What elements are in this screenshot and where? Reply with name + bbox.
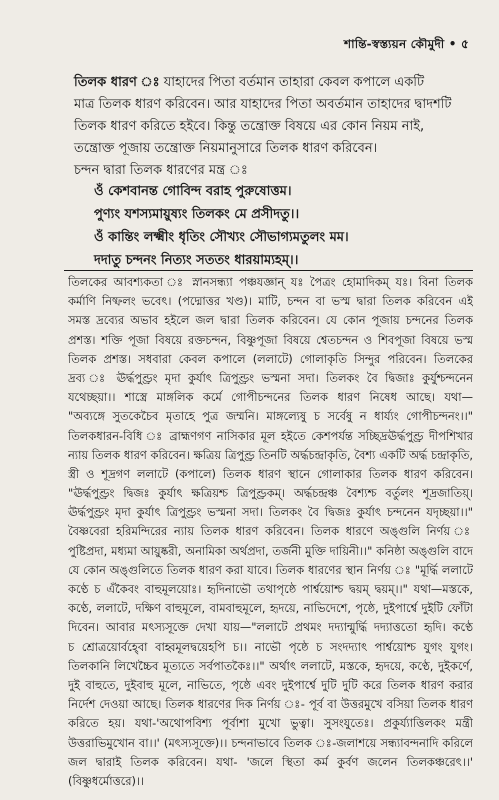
body-line: ঊর্দ্ধপুণ্ড্রং মৃদা কুর্যাৎ ত্রিপুণ্ড্রং ভস্মনা সদা। তিলকং বৈ দ্বিজঃ কুর্যাৎ চন্দনেন যদৃচ্ছয়া।।" <box>68 505 473 520</box>
body-line: কণ্ঠে চ এঁকৈবং বাহুমূলয়োঃ। হৃদিনাভৌ তথাপৃষ্ঠে পার্শ্বয়োশ্চ দ্বয়ম্‌ দ্বয়ম্‌।।" যথা—মস্তকে, <box>68 582 473 596</box>
body-line: পুষ্টিপ্রদা, মধ্যমা আয়ুষ্করী, অনামিকা অর্থপ্রদা, তর্জনী মুক্তি দায়িনী।।" কনিষ্ঠা অঙ্গুলি বাদে <box>68 543 473 558</box>
mantra-block <box>94 180 479 272</box>
body-line: কণ্ঠে, ললাটে, দক্ষিণ বাহুমূলে, বামবাহুমূলে, হৃদয়ে, নাভিদেশে, পৃষ্ঠে, দুইপার্শ্বে দুইটি ফোঁটা <box>68 601 473 616</box>
body-line: তিলক প্রশস্ত। সধবারা কেবল কপালে (ললাটে) গোলাকৃতি সিন্দুর পরিবেন। তিলকের <box>68 351 473 366</box>
body-line: স্ত্রী ও শূদ্রগণ ললাটে (কপালে) তিলক ধারণ স্থানে গোলাকার তিলক ধারণ করিবেন। <box>68 466 473 481</box>
body-line: "অব্যঙ্গে সুতকেচৈব মৃতাহে পুত্র জম্মনি। মাঙ্গল্যেষু চ সর্বেষু ন ধার্য্যং গোপীচন্দনং।।" <box>68 409 473 424</box>
body-line: দুই বাহুতে, দুইবাহু মূলে, নাভিতে, পৃষ্ঠে এবং দুইপার্শ্বে দুটি দুটি করে তিলক ধারণ করার <box>68 677 473 692</box>
body-line: নির্দেশ দেওয়া আছে। তিলক ধারণের দিক নির্ণয় ঃ- পূর্ব বা উত্তরমুখে বসিয়া তিলক ধারণ <box>68 697 473 712</box>
body-line: বৈষ্ণবেরা হরিমন্দিরের ন্যায় তিলক ধারণ করিবেন। তিলক ধারণে অঙ্গুলি নির্ণয় ঃ <box>68 524 473 539</box>
body-text <box>68 273 473 791</box>
body-line: উত্তরাভিমুখোন বা।।' (মৎস্যসূক্তে)।। চন্দনাভাবে তিলক ঃ-জলাশয়ে সন্ধ্যাবন্দনাদি করিলে <box>68 735 473 750</box>
body-line: দ্রব্য ঃ ঊর্দ্ধপুণ্ড্রং মৃদা কুর্যাৎ ত্রিপুণ্ড্রং ভস্মনা সদা। তিলকং বৈ দ্বিজাঃ কুর্যুশ্চন্দনেন <box>68 370 473 385</box>
intro-line: চন্দন দ্বারা তিলক ধারণের মন্ত্র ঃ <box>74 163 248 178</box>
intro-line: মাত্র তিলক ধারণ করিবেন। আর যাহাদের পিতা অবর্তমান তাহাদের দ্বাদশটি <box>74 97 452 112</box>
body-line: করিতে হয়। যথা-'অথোপবিশ্য পূর্বাশা মুখো ভুত্বা। সুসংযুতেঃ। প্রকুর্য্যাত্তিলকং মন্ত্রী <box>68 716 473 731</box>
intro-line-text: যাহাদের পিতা বর্তমান তাহারা কেবল কপালে একটি <box>163 75 425 90</box>
intro-paragraph <box>74 72 473 182</box>
body-line: তিলকধারন-বিধি ঃ ব্রাহ্মণগণ নাসিকার মূল হইতে কেশপর্যন্ত সচ্ছিদ্রঊর্দ্ধপুণ্ড্র দীপশিখার <box>68 428 473 443</box>
body-line: যে কোন অঙ্গুলিতে তিলক ধারণ করা যাবে। তিলক ধারণের স্থান নির্ণয় ঃ "মূর্দ্ধি ললাটে <box>68 562 473 577</box>
body-line: ন্যায় তিলক ধারণ করিবেন। ক্ষত্রিয় ত্রিপুণ্ড্র তিনটি অর্দ্ধচন্দ্রাকৃতি, বৈশ্য একটি অর্দ্ধ চন্দ্রাকৃতি, <box>68 447 473 462</box>
body-line: জল দ্বারাই তিলক করিবেন। যথা- 'জলে স্থিতা কর্ম কুর্বণ জলেন তিলকঞ্চরেৎ।।' <box>68 754 473 769</box>
body-line: সমস্ত দ্রব্যের অভাব হইলে জল দ্বারা তিলক করিবেন। যে কোন পূজায় চন্দনের তিলক <box>68 313 473 328</box>
mantra-line: পুণ্যং যশস্যমায়ুষ্যং তিলকং মে প্রসীদতু।। <box>94 207 300 222</box>
body-line: তিলকানি লিখেচ্চৈব মূত্যতে সর্বপাতকৈঃ।।" অর্থাৎ ললাটে, মস্তকে, হৃদয়ে, কণ্ঠে, দুইকর্ণে, <box>68 658 473 673</box>
body-line: চ শ্রোত্রয়োর্বহে্বা বাহ্বমূলদ্বয়েহপি চ।। নাভৌ পৃষ্ঠে চ সংদদ্যাৎ পার্শ্বয়োশ্চ যুগং যুগং। <box>68 639 473 654</box>
intro-line: তন্ত্রোক্ত পূজায় তন্ত্রোক্ত নিয়মানুসারে তিলক ধারণ করিবেন। <box>74 141 378 156</box>
body-line: যথেচ্ছয়া।। শাস্ত্রে মাঙ্গলিক কর্মে গোপীচন্দনের তিলক ধারণ নিষেধ আছে। যথা— <box>68 390 473 405</box>
body-line: (বিষ্ণুধর্মোত্তরে)।। <box>68 773 145 788</box>
running-header: শান্তি-স্বস্ত্যয়ন কৌমুদী • ৫ <box>344 37 469 51</box>
intro-line <box>74 72 473 94</box>
mantra-line: দদাতু চন্দনং নিত্যং সততং ধারয়াম্যহম্।। <box>94 253 299 268</box>
body-line: কর্মাণি নিষ্ফলং ভবেৎ। (পদ্মোত্তর খণ্ড)। মাটি, চন্দন বা ভস্ম দ্বারা তিলক করিবেন এই <box>68 294 473 309</box>
section-heading: তিলক ধারণ ঃ <box>74 75 160 90</box>
body-line: তিলকের আবশ্যকতা ঃ স্নানসন্ধ্যা পঞ্চযজ্ঞান্‌ যঃ পৈত্রং হোমাদিকম্‌ যঃ। বিনা তিলক <box>68 275 473 289</box>
section-divider <box>64 270 473 271</box>
intro-line: তিলক ধারণ করিতে হইবে। কিন্তু তন্ত্রোক্ত বিষয়ে এর কোন নিয়ম নাই, <box>74 119 425 134</box>
body-line: প্রশস্ত। শক্তি পূজা বিষয়ে রক্তচন্দন, বিষ্ণুপূজা বিষয়ে শ্বেতচন্দন ও শিবপূজা বিষয়ে ভস্ম <box>68 332 473 347</box>
mantra-line: ওঁ কান্তিং লক্ষ্মীং ধৃতিং সৌখ্যং সৌভাগ্যমতুলং মম। <box>94 230 349 245</box>
mantra-line: ওঁ কেশবানন্ত গোবিন্দ বরাহ পুরুষোত্তম। <box>94 184 292 199</box>
body-line: দিবেন। আবার মৎস্যসূক্তে দেখা যায়—"ললাটে প্রথমং দদ্যান্মুর্দ্ধি দদ্যাত্ততো হৃদি। কণ্ঠে <box>68 620 473 635</box>
body-line: "ঊর্দ্ধপুণ্ড্রং দ্বিজঃ কুর্যাৎ ক্ষত্রিয়শ্চ ত্রিপুণ্ড্রকম্‌। অর্দ্ধচন্দ্রঞ্চ বৈশ্যশ্চ বর্তুলং শূদ্রজাতিয়্‌। <box>68 486 473 501</box>
